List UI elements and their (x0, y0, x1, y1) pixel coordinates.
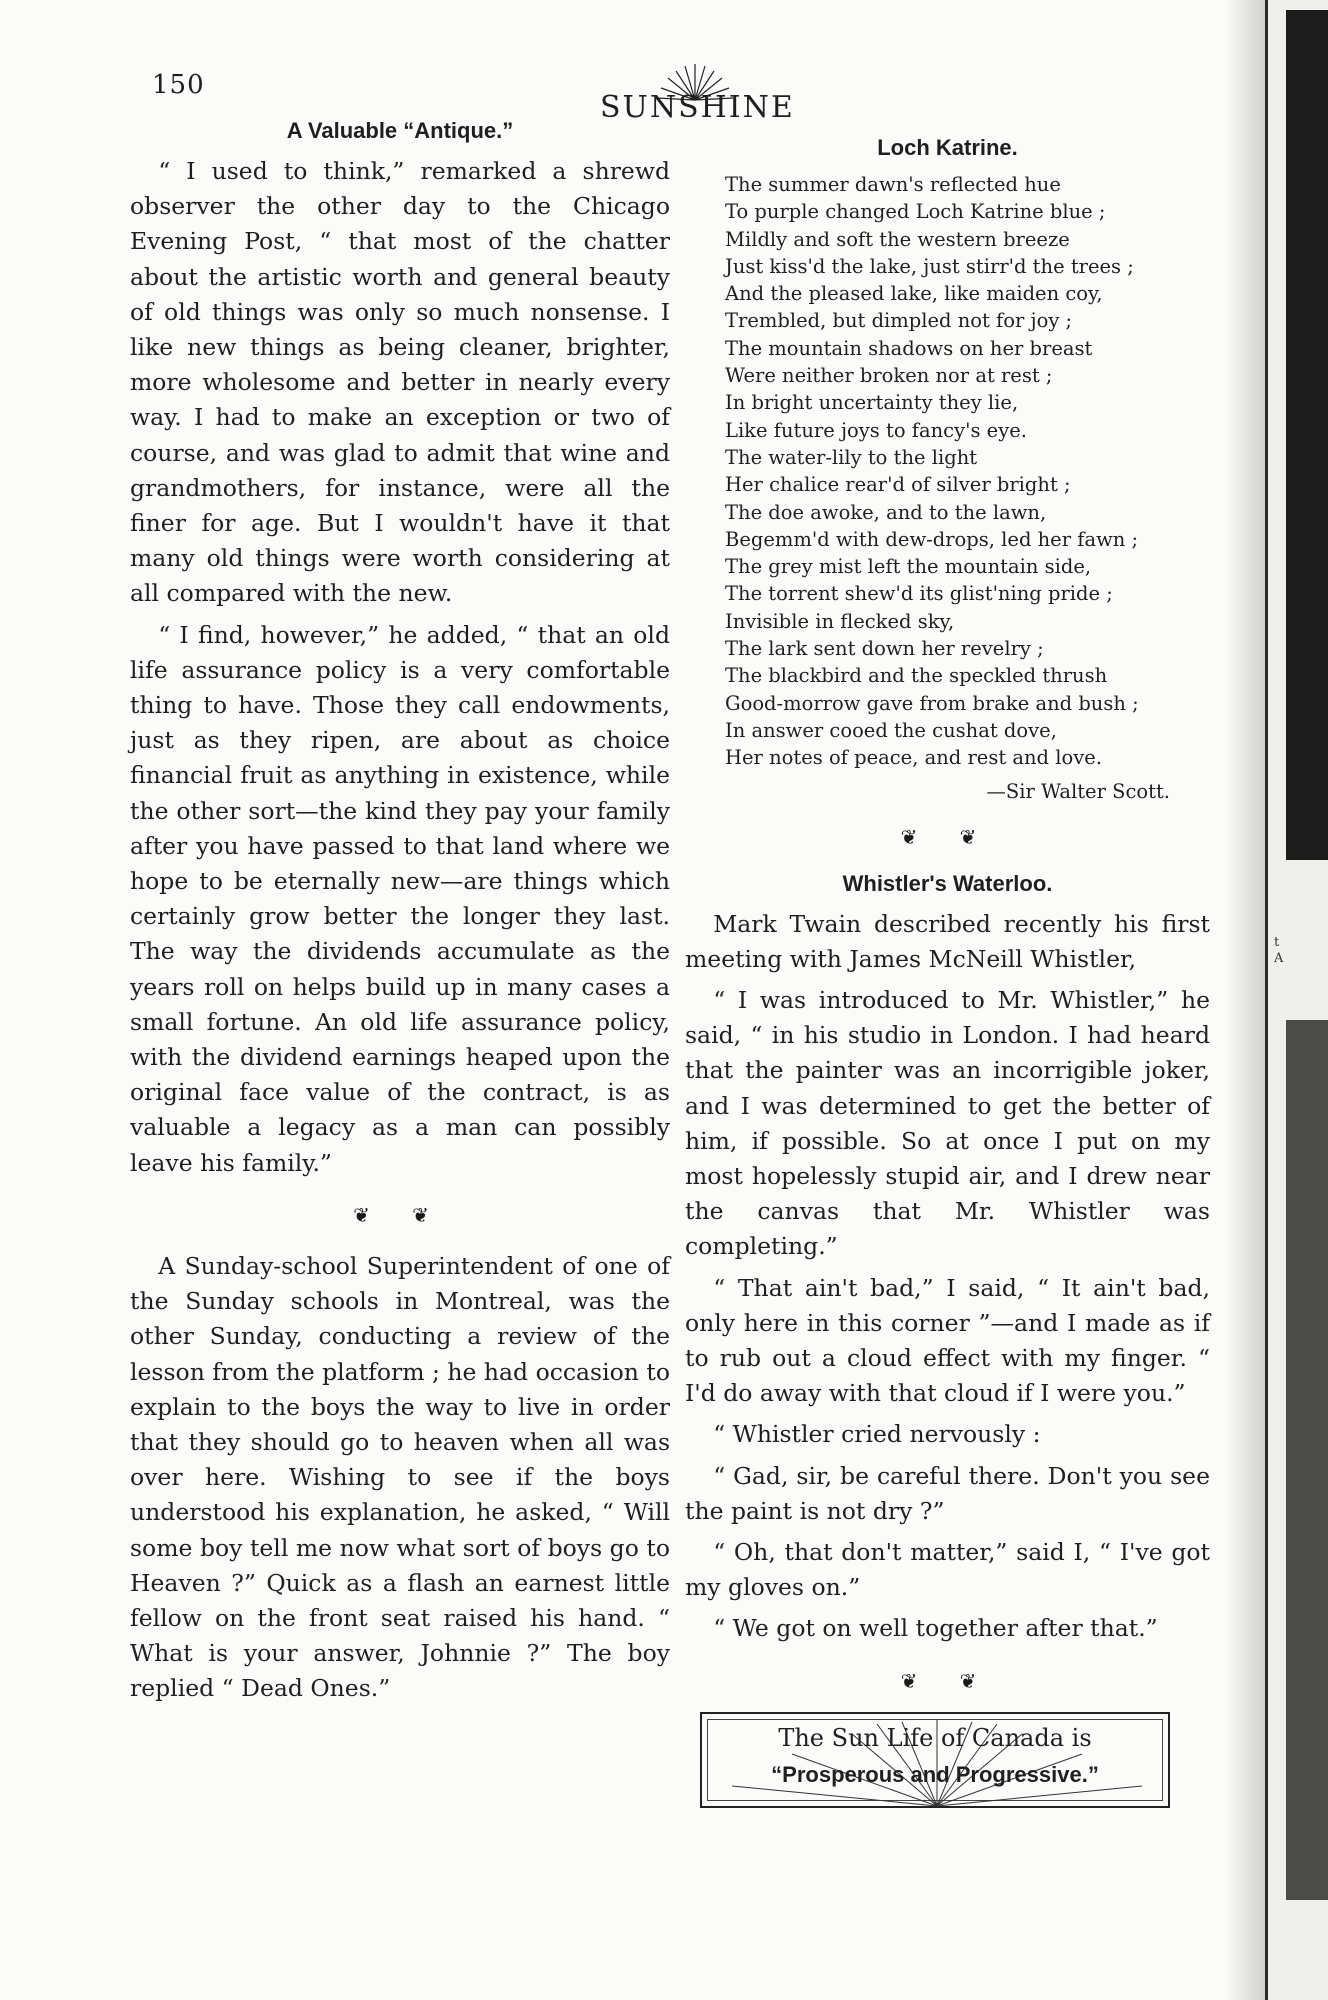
poem-line: The lark sent down her revelry ; (725, 637, 1044, 661)
poem-line: Trembled, but dimpled not for joy ; (725, 309, 1073, 333)
notice-line-1: The Sun Life of Canada is (778, 1724, 1092, 1752)
ornament-divider: ❦ ❦ (900, 1668, 995, 1693)
masthead-title: SUNSHINE (600, 90, 795, 125)
ornament-divider: ❦ ❦ (353, 1202, 447, 1227)
poem-line: Begemm'd with dew-drops, led her fawn ; (725, 527, 1139, 551)
sun-life-notice (700, 1712, 1170, 1808)
paragraph: “ We got on well together after that.” (713, 1614, 1158, 1643)
poem-body (725, 171, 1210, 772)
paragraph: “ I used to think,” remarked a shrewd observer the other day to the Chicago Evening Post, “ that most of the chatter about the artistic worth and general beauty of old things was only so much nonsense. I like new things as being cleaner, brighter, more wholesome and better in nearly every way. I had to make an exception or two of course, and was glad to admit that wine and grandmothers, for instance, were all the finer for age. But I wouldn't have it that many old things were worth considering at all compared with the new. (130, 157, 670, 608)
adjacent-page-text-fragment: t A (1274, 935, 1284, 966)
paragraph: A Sunday-school Superintendent of one of the Sunday schools in Montreal, was the other Sunday, conducting a review of the lesson from the platform ; he had occasion to explain to the boys the way to live in order that they should go to heaven when all was over here. Wishing to see if the boys understood his explanation, he asked, “ Will some boy tell me now what sort of boys go to Heaven ?” Quick as a flash an earnest little fellow on the front seat raised his hand. “ What is your answer, Johnnie ?” The boy replied “ Dead Ones.” (130, 1251, 670, 1703)
paragraph: Mark Twain described recently his first meeting with James McNeill Whistler, (685, 909, 1210, 973)
paragraph: “ Gad, sir, be careful there. Don't you see the paint is not dry ?” (685, 1461, 1210, 1525)
poem-line: In bright uncertainty they lie, (725, 391, 1019, 415)
article-title-antique: A Valuable “Antique.” (286, 118, 514, 143)
paragraph: “ Oh, that don't matter,” said I, “ I've got my gloves on.” (685, 1537, 1210, 1602)
left-column (130, 118, 670, 1713)
poem-line: Were neither broken nor at rest ; (725, 364, 1053, 388)
poem-attribution: —Sir Walter Scott. (986, 779, 1170, 803)
paragraph: “ I was introduced to Mr. Whistler,” he said, “ in his studio in London. I had heard that the painter was an incorrigible joker, and I was determined to get the better of him, if possible. So at once I put on my most hopelessly stupid air, and I drew near the canvas that Mr. Whistler was completing.” (685, 985, 1210, 1261)
poem-line: The water-lily to the light (725, 445, 978, 469)
poem-line: The summer dawn's reflected hue (725, 173, 1061, 196)
article-body-sunday-school (130, 1249, 670, 1707)
ornament-divider: ❦ ❦ (900, 824, 995, 849)
paragraph: “ That ain't bad,” I said, “ It ain't bad, only here in this corner ”—and I made as if to rub out a cloud effect with my finger. “ I'd do away with that cloud if I were you.” (685, 1273, 1210, 1408)
poem-line: Good-morrow gave from brake and bush ; (725, 691, 1139, 715)
paragraph: “ Whistler cried nervously : (713, 1420, 1041, 1449)
poem-line: The grey mist left the mountain side, (725, 555, 1092, 579)
poem-line: Her chalice rear'd of silver bright ; (725, 473, 1071, 497)
article-body-whistler (685, 907, 1210, 1647)
poem-line: Mildly and soft the western breeze (725, 227, 1070, 251)
right-column (685, 135, 1210, 1715)
notice-line-2: “Prosperous and Progressive.” (771, 1762, 1099, 1787)
poem-line: Just kiss'd the lake, just stirr'd the trees ; (725, 254, 1134, 278)
poem-line: And the pleased lake, like maiden coy, (725, 282, 1103, 306)
masthead (600, 56, 795, 126)
poem-line: The doe awoke, and to the lawn, (725, 500, 1047, 524)
paragraph: “ I find, however,” he added, “ that an old life assurance policy is a very comfortable thing to have. Those they call endowments, just as they ripen, are about as choice financial fruit as anything in existence, while the other sort—the kind they pay your family after you have passed to that land where we hope to be eternally new—are things which certainly grow better the longer they last. The way the dividends accumulate as the years roll on helps build up in many cases a small fortune. An old life assurance policy, with the dividend earnings heaped upon the original face value of the contract, is as valuable a legacy as a man can possibly leave his family.” (130, 620, 670, 1177)
article-body-antique (130, 154, 670, 1181)
poem-line: To purple changed Loch Katrine blue ; (725, 200, 1106, 224)
adjacent-page-edge (1265, 0, 1328, 2000)
page-number: 150 (152, 70, 205, 100)
adjacent-page-photo (1286, 1020, 1328, 1900)
poem-line: The blackbird and the speckled thrush (725, 664, 1108, 688)
poem-line: The torrent shew'd its glist'ning pride ; (725, 582, 1113, 606)
poem-title: Loch Katrine. (877, 135, 1018, 160)
poem-line: In answer cooed the cushat dove, (725, 718, 1057, 742)
poem-line: Like future joys to fancy's eye. (725, 418, 1027, 442)
article-title-whistler: Whistler's Waterloo. (842, 870, 1053, 896)
poem-line: Invisible in flecked sky, (725, 609, 955, 633)
poem-line: Her notes of peace, and rest and love. (725, 746, 1102, 770)
poem-line: The mountain shadows on her breast (725, 336, 1093, 360)
adjacent-page-image-top (1286, 10, 1328, 860)
page-spine-shadow (1225, 0, 1265, 2000)
